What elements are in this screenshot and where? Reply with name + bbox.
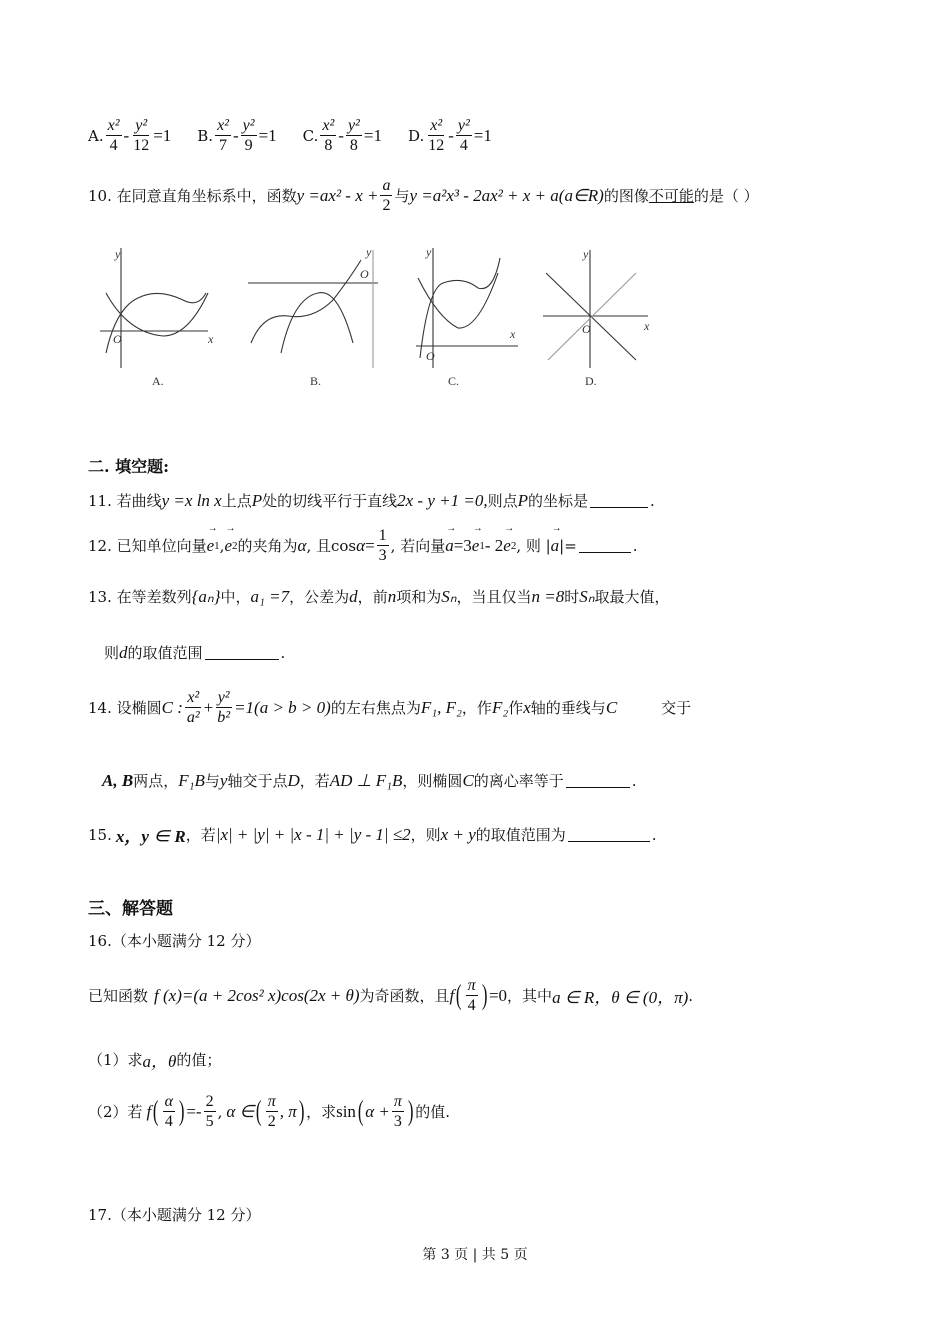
- math: |x| + |y| + |x - 1| + |y - 1| ≤2: [215, 824, 411, 844]
- text: 为奇函数，且: [359, 987, 450, 1005]
- figure-label-b: B.: [310, 374, 322, 388]
- answer-blank[interactable]: [579, 538, 631, 553]
- den: b²: [217, 709, 231, 726]
- num: y²: [242, 117, 255, 134]
- math: =-: [186, 1101, 202, 1121]
- text: ，公差为: [289, 588, 350, 606]
- axis-label: y: [115, 247, 121, 261]
- num: x²: [107, 117, 120, 134]
- den: 4: [109, 137, 118, 154]
- math: → e: [472, 536, 480, 556]
- math: d: [349, 586, 358, 606]
- text: （1）求: [88, 1051, 143, 1069]
- op: -: [123, 125, 130, 145]
- den: 4: [459, 137, 468, 154]
- math: a，θ: [142, 1052, 177, 1071]
- text: 15.: [88, 825, 112, 844]
- den: 3: [393, 1113, 402, 1130]
- den: 7: [219, 137, 228, 154]
- text: ，则椭圆: [402, 772, 463, 790]
- text: 作: [508, 699, 524, 717]
- num: π: [393, 1093, 402, 1110]
- text: （2）若: [88, 1103, 143, 1121]
- axis-label: O: [426, 349, 435, 363]
- option-label: D.: [407, 126, 425, 145]
- num: 1: [378, 527, 387, 544]
- answer-blank[interactable]: [590, 493, 648, 508]
- math: , π: [279, 1101, 297, 1121]
- text: |=: [559, 536, 577, 555]
- math: AD ⊥ F₁B: [329, 770, 403, 790]
- den: 3: [378, 547, 387, 564]
- num: y²: [135, 117, 148, 134]
- text: ，则: [410, 826, 441, 844]
- math: a₁ =7: [250, 586, 290, 606]
- math: d: [119, 642, 128, 662]
- op: -: [338, 125, 344, 145]
- math: F₁B: [178, 770, 205, 790]
- axis-label: x: [510, 327, 516, 341]
- q10-figure: [88, 238, 728, 393]
- math: F₁, F₂: [420, 697, 462, 717]
- math: 2x - y +1 =0,: [397, 490, 488, 510]
- text: ，若: [299, 772, 330, 790]
- math: +: [203, 697, 214, 717]
- text: 中，: [220, 588, 251, 606]
- math: f: [449, 985, 455, 1005]
- math: x，y ∈ R: [115, 827, 186, 846]
- figure-label-a: A.: [152, 374, 164, 388]
- math: C: [462, 770, 474, 790]
- math: → e: [207, 536, 215, 556]
- text: .: [650, 491, 655, 510]
- math: y =a²x³ - 2ax² + x + a(a∈R): [409, 185, 604, 205]
- q13: [88, 586, 670, 607]
- num: x²: [322, 117, 335, 134]
- math: F₂: [491, 697, 509, 717]
- math: α: [356, 535, 366, 555]
- option-b: [197, 116, 276, 155]
- op: -: [448, 125, 454, 145]
- sub: 2: [510, 539, 517, 552]
- q16-part1: [88, 1047, 221, 1072]
- text: 11. 若曲线: [88, 492, 162, 510]
- text: 则: [104, 644, 120, 662]
- text: 13. 在等差数列: [88, 588, 192, 606]
- math: D: [287, 770, 300, 790]
- math: =0: [488, 985, 508, 1005]
- text: 上点: [221, 492, 252, 510]
- math: A, B: [102, 770, 134, 790]
- axis-label: x: [644, 319, 650, 333]
- graph-d: [543, 250, 648, 368]
- text: , 且cos: [306, 537, 357, 555]
- math: α ∈: [226, 1101, 255, 1121]
- q16-stem: 已知函数 f (x)=(a + 2cos² x)cos(2x + θ) 为奇函数，且 f ( $\frac{\pi}{4}$ ) =0 ，其中 a ∈ R，θ ∈ (0，π) .: [88, 977, 694, 1014]
- text: 的左右焦点为: [330, 699, 421, 717]
- den: 12: [428, 137, 445, 154]
- text: , 则 |: [516, 537, 551, 555]
- math: → e: [224, 536, 232, 556]
- answer-blank[interactable]: [566, 773, 630, 788]
- text: 轴交于点: [227, 772, 288, 790]
- den: 2: [382, 197, 391, 214]
- text: 取最大值，: [594, 588, 670, 606]
- math: C: [605, 697, 618, 717]
- option-d: [408, 116, 492, 155]
- den: 4: [164, 1113, 173, 1130]
- math: =: [365, 535, 375, 555]
- num: y²: [347, 117, 360, 134]
- axis-label: O: [582, 322, 591, 336]
- math: sin: [336, 1101, 356, 1121]
- option-label: B.: [197, 126, 214, 145]
- math: {aₙ}: [191, 586, 221, 606]
- text: .: [280, 643, 286, 662]
- text: 的夹角为: [237, 537, 298, 555]
- den: 9: [244, 137, 253, 154]
- text: .: [632, 536, 638, 555]
- text: 14. 设椭圆: [88, 699, 162, 717]
- text: ,: [217, 1102, 223, 1121]
- math: → e: [503, 536, 511, 556]
- figure-label-c: C.: [448, 374, 460, 388]
- math: n =8: [531, 586, 565, 606]
- text: 的离心率等于: [473, 772, 564, 790]
- text: 与: [394, 187, 410, 205]
- math: α: [297, 535, 307, 555]
- q11: [88, 490, 655, 511]
- text: 的坐标是: [528, 492, 589, 510]
- rhs: =1: [258, 125, 277, 145]
- text: ，求: [306, 1103, 337, 1121]
- q16-header: 16.（本小题满分 12 分）: [88, 932, 261, 950]
- math: a ∈ R，θ ∈ (0，π): [552, 988, 689, 1007]
- num: y²: [217, 689, 230, 706]
- math: n: [387, 586, 397, 606]
- sub: 2: [232, 539, 238, 552]
- text: 项和为: [396, 588, 442, 606]
- q10-stem: [88, 176, 759, 215]
- page-footer: 第 3 页 | 共 5 页: [422, 1247, 528, 1263]
- rhs: =1: [473, 125, 492, 145]
- text: 时: [564, 588, 580, 606]
- figure-label-d: D.: [585, 374, 597, 388]
- text: .: [651, 825, 657, 844]
- math: α +: [365, 1101, 390, 1121]
- q16-part2: （2）若 f ( $\frac{\alpha}{4}$ ) =- $\frac{2}{5}$ , α ∈ ( $\frac{\pi}{2}$ , π ) ，求 sin ( α + $\frac{\pi}{3}$ ) 的值.: [88, 1093, 451, 1130]
- den: 12: [133, 137, 150, 154]
- axis-label: x: [208, 332, 214, 346]
- math: y =ax² - x +: [296, 185, 379, 205]
- text: .: [631, 771, 637, 790]
- text: 交于: [661, 699, 692, 717]
- text: , 若向量: [390, 537, 446, 555]
- q9-options: [88, 116, 518, 155]
- math: =1(a > b > 0): [234, 697, 331, 717]
- rhs: =1: [153, 125, 172, 145]
- math: =3: [453, 535, 472, 555]
- math: → a: [551, 536, 560, 556]
- text: 轴的垂线与: [530, 699, 606, 717]
- text: 处的切线平行于直线: [262, 492, 398, 510]
- num: π: [467, 977, 476, 994]
- axis-label: y: [366, 245, 372, 259]
- text: 则点: [487, 492, 518, 510]
- text: 10. 在同意直角坐标系中，函数: [88, 187, 297, 205]
- math: x + y: [440, 824, 476, 844]
- graph-a: [100, 248, 208, 368]
- math: C :: [161, 697, 183, 717]
- sub: 1: [479, 539, 485, 552]
- math: → a: [445, 536, 454, 556]
- option-label: C.: [302, 126, 319, 145]
- den: 5: [205, 1113, 214, 1130]
- graph-b: [248, 250, 378, 368]
- text: 的值.: [415, 1103, 451, 1121]
- text: 的图像: [603, 187, 649, 205]
- axis-label: O: [113, 332, 122, 346]
- rhs: =1: [363, 125, 382, 145]
- den: a²: [186, 709, 200, 726]
- text: 与: [204, 772, 220, 790]
- text: 已知函数: [88, 987, 149, 1005]
- q12: [88, 526, 638, 565]
- den: 2: [267, 1113, 276, 1130]
- text: ，当且仅当: [456, 588, 532, 606]
- math: y =x ln x: [161, 490, 222, 510]
- axis-label: y: [426, 245, 432, 259]
- num: 2: [205, 1093, 214, 1110]
- math: y: [219, 770, 228, 790]
- text: ，作: [461, 699, 492, 717]
- section-heading: 三、解答题: [88, 899, 173, 919]
- q17-header: 17.（本小题满分 12 分）: [88, 1206, 261, 1224]
- sub: 1: [214, 539, 220, 552]
- math: Sₙ: [441, 586, 457, 606]
- math: P: [517, 490, 528, 510]
- math: - 2: [484, 535, 504, 555]
- text: 的取值范围: [127, 644, 203, 662]
- num: x²: [187, 689, 200, 706]
- answer-blank[interactable]: [205, 645, 279, 660]
- num: α: [164, 1093, 174, 1110]
- q14-line2: [102, 770, 637, 791]
- den: 8: [324, 137, 333, 154]
- answer-blank[interactable]: [568, 827, 650, 842]
- op: -: [232, 125, 239, 145]
- den: 8: [349, 137, 358, 154]
- option-label: A.: [88, 126, 104, 145]
- q13-line2: [104, 642, 285, 663]
- option-c: [303, 116, 382, 155]
- math: f: [146, 1101, 152, 1121]
- math: Sₙ: [579, 586, 595, 606]
- axis-label: y: [583, 247, 589, 261]
- num: x²: [217, 117, 229, 134]
- num: y²: [457, 117, 470, 134]
- text: 的是（ ）: [693, 187, 759, 205]
- q14: [88, 688, 691, 727]
- text: 12. 已知单位向量: [88, 537, 207, 555]
- math: f (x)=(a + 2cos² x)cos(2x + θ): [154, 985, 360, 1005]
- axis-label: O: [360, 267, 369, 281]
- num: x²: [430, 117, 443, 134]
- den: 4: [467, 997, 476, 1014]
- text: 两点，: [133, 772, 179, 790]
- text: ，若: [185, 826, 216, 844]
- math: x: [523, 697, 531, 717]
- text: ，前: [357, 588, 388, 606]
- text: .: [688, 986, 694, 1005]
- num: π: [267, 1093, 276, 1110]
- q15: [88, 822, 657, 847]
- section-heading: 二. 填空题:: [88, 457, 170, 476]
- math: P: [251, 490, 263, 510]
- text: 的值；: [176, 1051, 222, 1069]
- text: ，其中: [507, 987, 553, 1005]
- text: ,: [219, 536, 225, 555]
- underlined-text: 不可能: [648, 187, 694, 205]
- text: 的取值范围为: [475, 826, 566, 844]
- option-a: [88, 116, 171, 155]
- num: a: [382, 177, 391, 194]
